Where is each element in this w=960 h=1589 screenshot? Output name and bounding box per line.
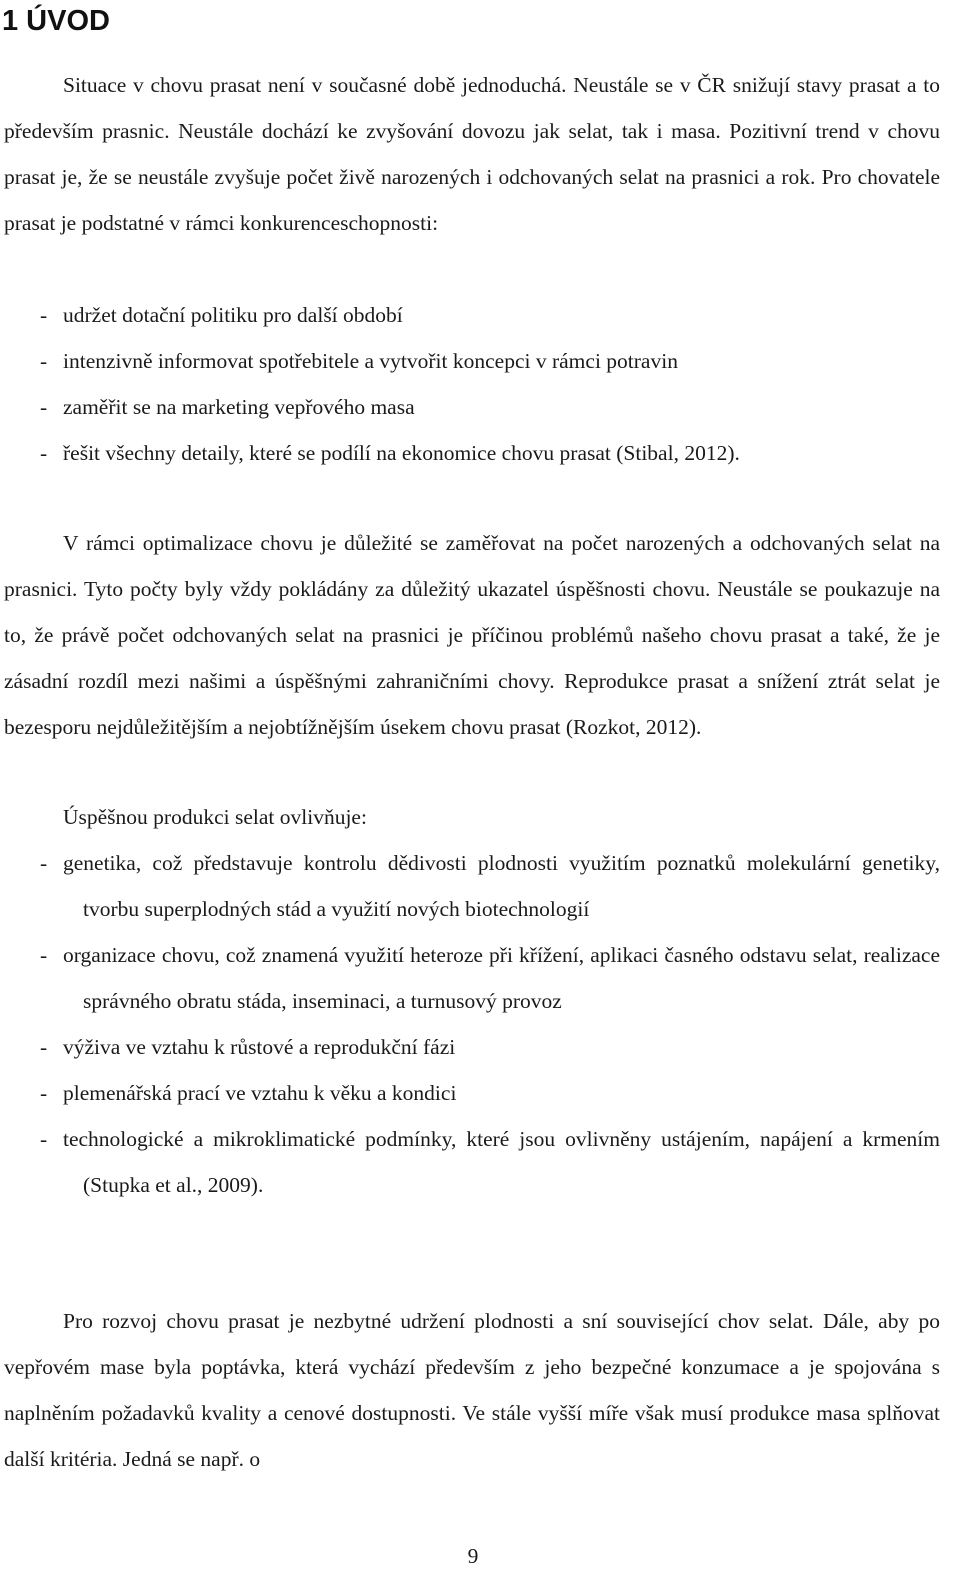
list-item-text: řešit všechny detaily, které se podílí na ekonomice chovu prasat (Stibal, 2012).	[63, 441, 740, 465]
list-item-text: udržet dotační politiku pro další období	[63, 303, 403, 327]
list-dash: -	[40, 1035, 48, 1059]
list-item	[4, 1070, 940, 1116]
factors-subheading: Úspěšnou produkci selat ovlivňuje:	[63, 805, 367, 829]
list-dash: -	[40, 851, 48, 875]
list-dash: -	[40, 1127, 48, 1151]
list-item	[4, 338, 940, 384]
list-item-text: zaměřit se na marketing vepřového masa	[63, 395, 415, 419]
list-item-text: genetika, což představuje kontrolu dědivosti plodnosti využitím poznatků molekulární genetiky, tvorbu superplodných stád a využití nových biotechnologií	[63, 851, 940, 921]
page-number: 9	[467, 1544, 479, 1568]
list-dash: -	[40, 395, 48, 419]
development-paragraph: Pro rozvoj chovu prasat je nezbytné udržení plodnosti a sní související chov selat. Dále, aby po vepřovém mase byla poptávka, která vychází především z jeho bezpečné konzumace a je spojována s naplněním požadavků kvality a cenové dostupnosti. Ve stále vyšší míře však musí produkce masa splňovat další kritéria. Jedná se např. o	[4, 1309, 940, 1471]
list-item	[4, 1024, 940, 1070]
factors-list	[4, 840, 940, 1208]
list-item	[4, 932, 940, 1024]
chapter-heading: 1 ÚVOD	[2, 5, 110, 37]
list-item	[4, 292, 940, 338]
list-item	[4, 840, 940, 932]
list-dash: -	[40, 1081, 48, 1105]
list-dash: -	[40, 349, 48, 373]
list-item-text: plemenářská prací ve vztahu k věku a kondici	[63, 1081, 457, 1105]
list-item-text: organizace chovu, což znamená využití heteroze při křížení, aplikaci časného odstavu selat, realizace správného obratu stáda, inseminaci, a turnusový provoz	[63, 943, 940, 1013]
list-item	[4, 384, 940, 430]
list-item-text: intenzivně informovat spotřebitele a vytvořit koncepci v rámci potravin	[63, 349, 678, 373]
list-dash: -	[40, 441, 48, 465]
list-item-text: technologické a mikroklimatické podmínky, které jsou ovlivněny ustájením, napájení a krmením (Stupka et al., 2009).	[63, 1127, 940, 1197]
intro-paragraph: Situace v chovu prasat není v současné době jednoduchá. Neustále se v ČR snižují stavy prasat a to především prasnic. Neustále dochází ke zvyšování dovozu jak selat, tak i masa. Pozitivní trend v chovu prasat je, že se neustále zvyšuje počet živě narozených i odchovaných selat na prasnici a rok. Pro chovatele prasat je podstatné v rámci konkurenceschopnosti:	[4, 73, 940, 235]
optimization-paragraph: V rámci optimalizace chovu je důležité se zaměřovat na počet narozených a odchovaných selat na prasnici. Tyto počty byly vždy pokládány za důležitý ukazatel úspěšnosti chovu. Neustále se poukazuje na to, že právě počet odchovaných selat na prasnici je příčinou problémů našeho chovu prasat a také, že je zásadní rozdíl mezi našimi a úspěšnými zahraničními chovy. Reprodukce prasat a snížení ztrát selat je bezesporu nejdůležitějším a nejobtížnějším úsekem chovu prasat (Rozkot, 2012).	[4, 531, 940, 739]
list-dash: -	[40, 303, 48, 327]
list-dash: -	[40, 943, 48, 967]
list-item-text: výživa ve vztahu k růstové a reprodukční fázi	[63, 1035, 456, 1059]
list-item	[4, 430, 940, 476]
competitiveness-list	[4, 292, 940, 476]
list-item	[4, 1116, 940, 1208]
